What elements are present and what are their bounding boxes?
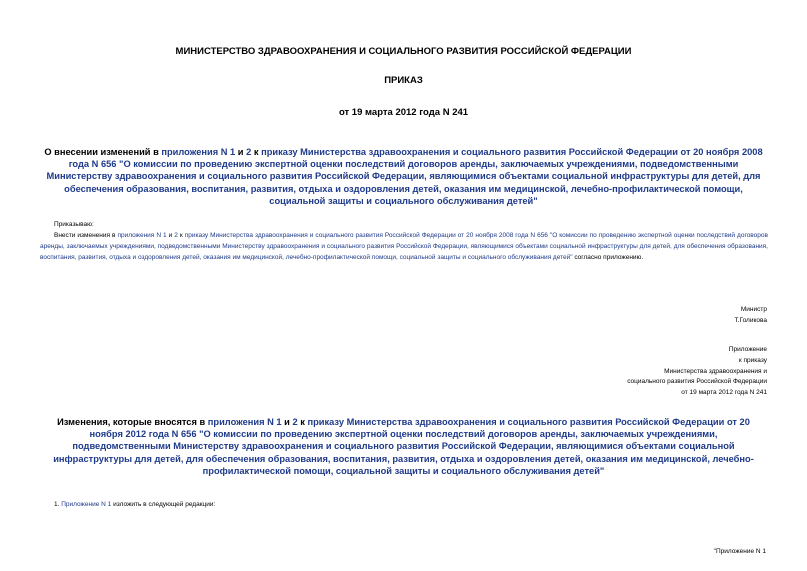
list-item	[54, 501, 215, 508]
order-word: Приказываю:	[54, 221, 94, 228]
signature-name: Т.Голикова	[734, 316, 767, 324]
title-and: и	[235, 147, 247, 157]
body-link-appendix-2[interactable]: 2	[174, 232, 178, 239]
appendix-line: к приказу	[738, 356, 767, 364]
appendix-block	[627, 345, 767, 399]
item-number: 1.	[54, 501, 62, 508]
changes-mid: к	[297, 417, 308, 427]
changes-link-appendix-1[interactable]: приложения N 1	[207, 417, 282, 427]
title-mid: к	[251, 147, 262, 157]
title-link-order[interactable]: приказу Министерства здравоохранения и социального развития Российской Федерации от 20 ноября 2008 года N 656	[68, 147, 763, 170]
body-suffix: согласно приложению.	[572, 254, 644, 261]
order-date-number: от 19 марта 2012 года N 241	[338, 107, 469, 118]
title-prefix: О внесении изменений в	[44, 147, 162, 157]
body-link-order[interactable]: приказу Министерства здравоохранения и социального развития Российской Федерации от 20 ноября 2008 года N 656 "О комиссии по проведению экспертной оценки последствий договоров аренды, заключаемых учреждениями, подведомственными Министерству здравоохранения и социального развития Российской Федерации, являющимися объектами социальной инфраструктуры для детей, для обеспечения образования, воспитания, развития, отдыха и оздоровления детей, оказания им медицинской, лечебно-профилактической помощи, социальной защиты и социального обслуживания детей"	[40, 232, 768, 261]
signature-position: Министр	[740, 306, 767, 313]
appendix-line: от 19 марта 2012 года N 241	[681, 389, 767, 397]
item-link-appendix-1[interactable]: Приложение N 1	[61, 501, 112, 508]
title-rest: "О комиссии по проведению экспертной оценки последствий договоров аренды, заключаемых учреждениями, подведомственными Министерству здравоохранения и социального развития Российской Федерации, являющимися объектами социальной инфраструктуры для детей, для обеспечения образования, воспитания, развития, отдыха и оздоровления детей, оказания им медицинской, лечебно-профилактической помощи, социальной защиты и социального обслуживания детей"	[46, 159, 761, 206]
appendix-line: социального развития Российской Федерации	[627, 378, 767, 386]
changes-link-order[interactable]: приказу Министерства здравоохранения и социального развития Российской Федерации от 20 ноября 2012 года N 656	[89, 417, 750, 440]
appendix-line: Приложение	[728, 346, 767, 353]
changes-and: и	[281, 417, 293, 427]
signature-block	[734, 305, 767, 327]
order-body	[40, 230, 768, 263]
changes-link-appendix-2[interactable]: 2	[292, 417, 298, 427]
title-link-appendix-2[interactable]: 2	[246, 147, 252, 157]
appendix-line: Министерства здравоохранения и	[664, 367, 767, 375]
item-text: изложить в следующей редакции:	[111, 501, 216, 508]
ministry-heading: МИНИСТЕРСТВО ЗДРАВООХРАНЕНИЯ И СОЦИАЛЬНОГО РАЗВИТИЯ РОССИЙСКОЙ ФЕДЕРАЦИИ	[175, 46, 632, 57]
changes-rest: "О комиссии по проведению экспертной оценки последствий договоров аренды, заключаемых учреждениями, подведомственными Министерству здравоохранения и социального развития Российской Федерации, являющимися объектами социальной инфраструктуры для детей, для обеспечения образования, воспитания, развития, отдыха и оздоровления детей, оказания им медицинской, лечебно-профилактической помощи, социальной защиты и социального обслуживания детей"	[53, 429, 754, 476]
changes-prefix: Изменения, которые вносятся в	[57, 417, 208, 427]
title-link-appendix-1[interactable]: приложения N 1	[161, 147, 236, 157]
quoted-appendix-start: "Приложение N 1	[713, 548, 766, 555]
body-link-appendix-1[interactable]: приложения N 1	[117, 232, 167, 239]
body-and: и	[166, 232, 175, 239]
changes-title	[40, 416, 767, 477]
body-mid: к	[177, 232, 185, 239]
document-type: ПРИКАЗ	[384, 75, 423, 86]
order-title	[40, 146, 767, 207]
body-prefix: Внести изменения в	[54, 232, 118, 239]
